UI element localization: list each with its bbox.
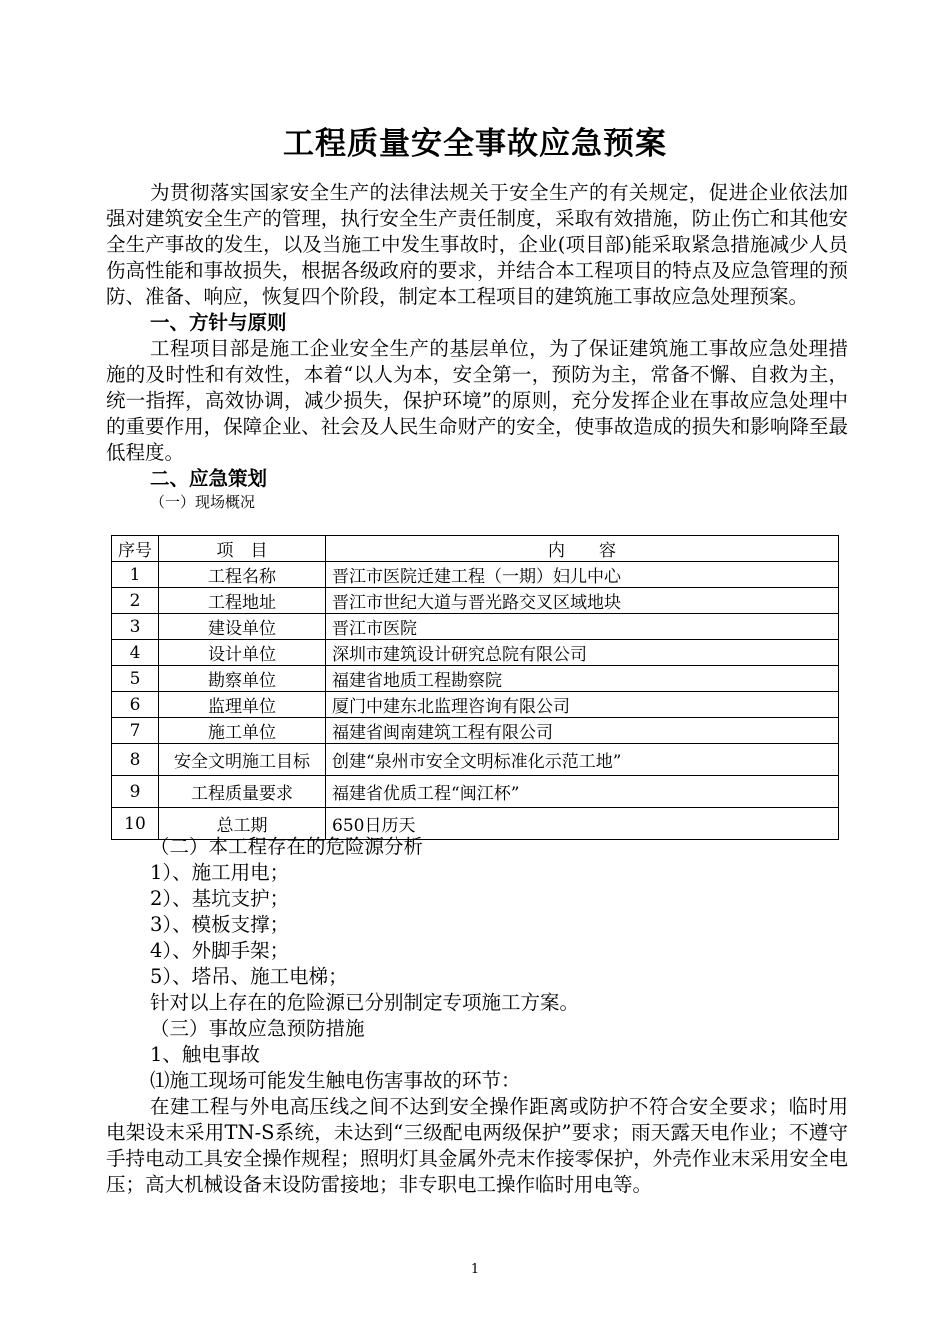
table-cell: 福建省优质工程“闽江杯” [326, 776, 839, 808]
item1-paragraph: 在建工程与外电高压线之间不达到安全操作距离或防护不符合安全要求；临时用电架设末采用TN-S系统，未达到“三级配电两级保护”要求；雨天露天电作业；不遵守手持电动工具安全操作规程；照明灯具金属外壳末作接零保护，外壳作业末采用安全电压；高大机械设备末设防雷接地；非专职电工操作临时用电等。 [106, 1095, 848, 1196]
table-cell: 建设单位 [159, 614, 326, 640]
table-cell: 福建省地质工程勘察院 [326, 666, 839, 692]
table-cell: 8 [112, 744, 159, 776]
table-row [112, 614, 839, 640]
table-cell: 施工单位 [159, 718, 326, 744]
subsection2-heading: （二）本工程存在的危险源分析 [150, 835, 424, 858]
table-cell: 福建省闽南建筑工程有限公司 [326, 718, 839, 744]
table-row [112, 588, 839, 614]
hazard-item: 4）、外脚手架； [150, 939, 290, 962]
section2-heading: 二、应急策划 [150, 467, 268, 490]
table-cell: 6 [112, 692, 159, 718]
page-number: 1 [470, 1262, 480, 1277]
hazard-item: 3）、模板支撑； [150, 913, 290, 936]
table-cell: 监理单位 [159, 692, 326, 718]
hazard-item: 2）、基坑支护； [150, 887, 290, 910]
table-row [112, 776, 839, 808]
table-cell: 创建“泉州市安全文明标准化示范工地” [326, 744, 839, 776]
table-header-cell: 项 目 [159, 536, 326, 562]
table-cell: 9 [112, 776, 159, 808]
table-cell: 晋江市世纪大道与晋光路交叉区域地块 [326, 588, 839, 614]
table-cell: 安全文明施工目标 [159, 744, 326, 776]
table-cell: 工程地址 [159, 588, 326, 614]
table-row [112, 744, 839, 776]
subsection3-heading: （三）事故应急预防措施 [150, 1017, 365, 1040]
project-overview-table [111, 535, 839, 840]
table-cell: 10 [112, 808, 159, 840]
table-cell: 7 [112, 718, 159, 744]
table-cell: 工程名称 [159, 562, 326, 588]
item1-heading: 1、触电事故 [150, 1043, 260, 1066]
subsection1-heading: （一）现场概况 [150, 493, 256, 511]
table-cell: 1 [112, 562, 159, 588]
table-cell: 勘察单位 [159, 666, 326, 692]
table-cell: 2 [112, 588, 159, 614]
intro-paragraph: 为贯彻落实国家安全生产的法律法规关于安全生产的有关规定，促进企业依法加强对建筑安全生产的管理，执行安全生产责任制度，采取有效措施，防止伤亡和其他安全生产事故的发生，以及当施工中发生事故时，企业(项目部)能采取紧急措施减少人员伤高性能和事故损失，根据各级政府的要求，并结合本工程项目的特点及应急管理的预防、准备、响应，恢复四个阶段，制定本工程项目的建筑施工事故应急处理预案。 [106, 181, 848, 308]
table-cell: 3 [112, 614, 159, 640]
table-header-row [112, 536, 839, 562]
hazard-item: 1）、施工用电； [150, 861, 290, 884]
table-cell: 厦门中建东北监理咨询有限公司 [326, 692, 839, 718]
section1-heading: 一、方针与原则 [150, 311, 287, 334]
table-cell: 晋江市医院 [326, 614, 839, 640]
hazard-item: 5）、塔吊、施工电梯； [150, 965, 348, 988]
table-cell: 总工期 [159, 808, 326, 840]
table-header-cell: 序号 [112, 536, 159, 562]
hazard-block [106, 834, 848, 1198]
hazards-note: 针对以上存在的危险源已分别制定专项施工方案。 [150, 991, 580, 1014]
table-row [112, 718, 839, 744]
document-title: 工程质量安全事故应急预案 [283, 126, 667, 162]
section1-paragraph: 工程项目部是施工企业安全生产的基层单位，为了保证建筑施工事故应急处理措施的及时性和有效性，本着“以人为本，安全第一，预防为主，常备不懈、自救为主，统一指挥，高效协调，减少损失，保护环境”的原则，充分发挥企业在事故应急处理中的重要作用，保障企业、社会及人民生命财产的安全，使事故造成的损失和影响降至最低程度。 [106, 337, 848, 464]
table-cell: 4 [112, 640, 159, 666]
table-row [112, 562, 839, 588]
table-row [112, 692, 839, 718]
table-row [112, 666, 839, 692]
table-cell: 650日历天 [326, 808, 839, 840]
intro-block [106, 180, 848, 512]
table-row [112, 640, 839, 666]
table-cell: 深圳市建筑设计研究总院有限公司 [326, 640, 839, 666]
item1-subheading: ⑴施工现场可能发生触电伤害事故的环节： [150, 1069, 521, 1092]
table-cell: 5 [112, 666, 159, 692]
table-cell: 设计单位 [159, 640, 326, 666]
table-cell: 工程质量要求 [159, 776, 326, 808]
table-cell: 晋江市医院迁建工程（一期）妇儿中心 [326, 562, 839, 588]
table-header-cell: 内 容 [326, 536, 839, 562]
